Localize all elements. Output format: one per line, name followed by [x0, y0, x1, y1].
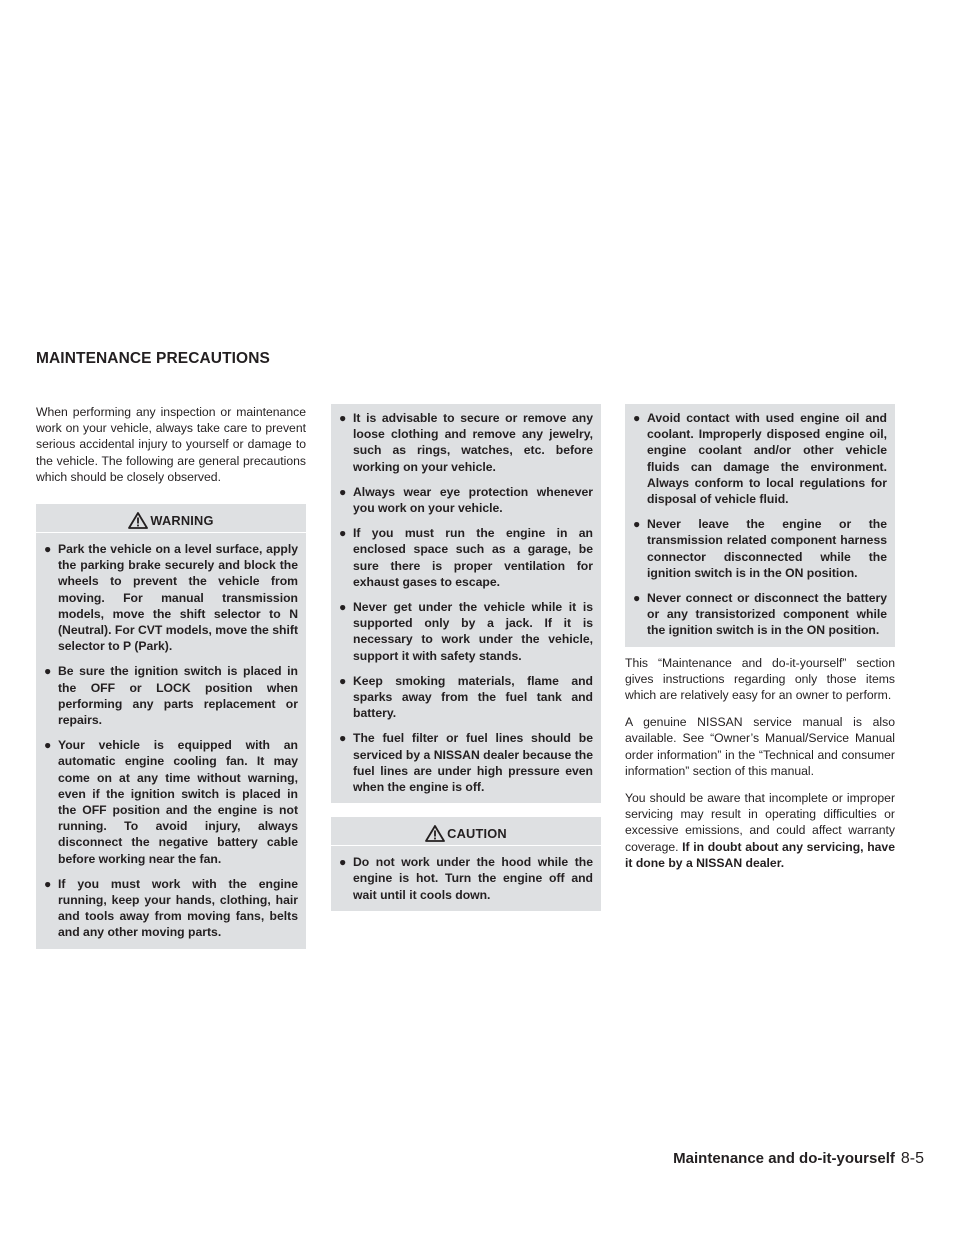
- warning-triangle-icon: [425, 825, 445, 842]
- bold-advice: If in doubt about any servicing, have it done by a NISSAN dealer.: [625, 839, 895, 870]
- bullet-icon: ●: [339, 600, 347, 615]
- bullet-icon: ●: [633, 411, 641, 425]
- bullet-icon: ●: [44, 876, 52, 891]
- warning-list: [44, 541, 298, 941]
- bullet-icon: ●: [339, 731, 347, 746]
- page-number: 8-5: [900, 1150, 924, 1167]
- bullet-icon: ●: [44, 738, 52, 753]
- list-item: ● Always wear eye protection whenever you work on your vehicle.: [339, 484, 593, 516]
- bullet-icon: ●: [339, 526, 347, 541]
- bullet-icon: ●: [339, 855, 347, 870]
- chapter-name: Maintenance and do-it-yourself: [673, 1150, 895, 1167]
- body-paragraph-3: You should be aware that incomplete or improper servicing may result in operating difficulties or excessive emissions, and could affect warranty coverage. If in doubt about any servicing, have it done by a NISSAN dealer.: [625, 791, 895, 870]
- bullet-icon: ●: [339, 484, 347, 499]
- section-title: MAINTENANCE PRECAUTIONS: [36, 350, 270, 367]
- list-item: ● It is advisable to secure or remove any loose clothing and remove any jewelry, such as rings, watches, etc. before working on your vehicle.: [339, 411, 593, 474]
- list-item: ● Keep smoking materials, flame and sparks away from the fuel tank and battery.: [339, 673, 593, 721]
- intro-paragraph: When performing any inspection or maintenance work on your vehicle, always take care to prevent serious accidental injury to yourself or damage to the vehicle. The following are general precautions which should be closely observed.: [36, 405, 306, 484]
- body-paragraph-1: This “Maintenance and do-it-yourself” section gives instructions regarding only those items which are relatively easy for an owner to perform.: [625, 655, 895, 703]
- list-item: ● If you must work with the engine running, keep your hands, clothing, hair and tools away from moving fans, belts and any other moving parts.: [44, 876, 298, 940]
- page-footer: [673, 1150, 924, 1168]
- warning-header: [36, 508, 306, 533]
- column-1: [36, 404, 306, 949]
- list-item: ● Avoid contact with used engine oil and coolant. Improperly disposed engine oil, engine coolant and/or other vehicle fluids can damage the environment. Always conform to local regulations for disposal of vehicle fluid.: [633, 411, 887, 507]
- caution-box-continued: [625, 404, 895, 647]
- list-item: ● Be sure the ignition switch is placed in the OFF or LOCK position when performing any parts replacement or repairs.: [44, 664, 298, 728]
- list-item: ● Park the vehicle on a level surface, apply the parking brake securely and block the wheels to prevent the vehicle from moving. For manual transmission models, move the shift selector to N (Neutral). For CVT models, move the shift selector to P (Park).: [44, 542, 298, 654]
- warning-triangle-icon: [128, 512, 148, 529]
- column-2: [331, 404, 601, 911]
- caution-header: [331, 821, 601, 846]
- column-3: [625, 404, 895, 882]
- warning-list-continued: [339, 410, 593, 795]
- list-item: ● Never leave the engine or the transmission related component harness connector disconnected while the ignition switch is in the ON position.: [633, 517, 887, 580]
- warning-box-continued: [331, 404, 601, 803]
- caution-list-continued: [633, 410, 887, 639]
- list-item: ● If you must run the engine in an enclosed space such as a garage, be sure there is proper ventilation for exhaust gases to escape.: [339, 526, 593, 589]
- bullet-icon: ●: [633, 517, 641, 532]
- caution-label: CAUTION: [447, 825, 507, 841]
- warning-box: [36, 504, 306, 949]
- bullet-icon: ●: [339, 411, 347, 425]
- list-item: ● Never connect or disconnect the battery or any transistorized component while the ignition switch is in the ON position.: [633, 591, 887, 638]
- list-item: ● Do not work under the hood while the engine is hot. Turn the engine off and wait until it cools down.: [339, 855, 593, 902]
- body-paragraph-2: A genuine NISSAN service manual is also available. See “Owner’s Manual/Service Manual order information” in the “Technical and consumer information” section of this manual.: [625, 715, 895, 778]
- list-item: ● Never get under the vehicle while it is supported only by a jack. If it is necessary to work under the vehicle, support it with safety stands.: [339, 600, 593, 663]
- list-item: ● The fuel filter or fuel lines should be serviced by a NISSAN dealer because the fuel lines are under high pressure even when the engine is off.: [339, 731, 593, 795]
- caution-list: [339, 854, 593, 903]
- list-item: ● Your vehicle is equipped with an automatic engine cooling fan. It may come on at any time without warning, even if the ignition switch is placed in the OFF position and the engine is not running. To avoid injury, always disconnect the negative battery cable before working near the fan.: [44, 738, 298, 866]
- warning-label: WARNING: [150, 512, 214, 528]
- bullet-icon: ●: [44, 542, 52, 557]
- bullet-icon: ●: [339, 673, 347, 688]
- bullet-icon: ●: [44, 664, 52, 679]
- caution-box: [331, 817, 601, 911]
- bullet-icon: ●: [633, 591, 641, 606]
